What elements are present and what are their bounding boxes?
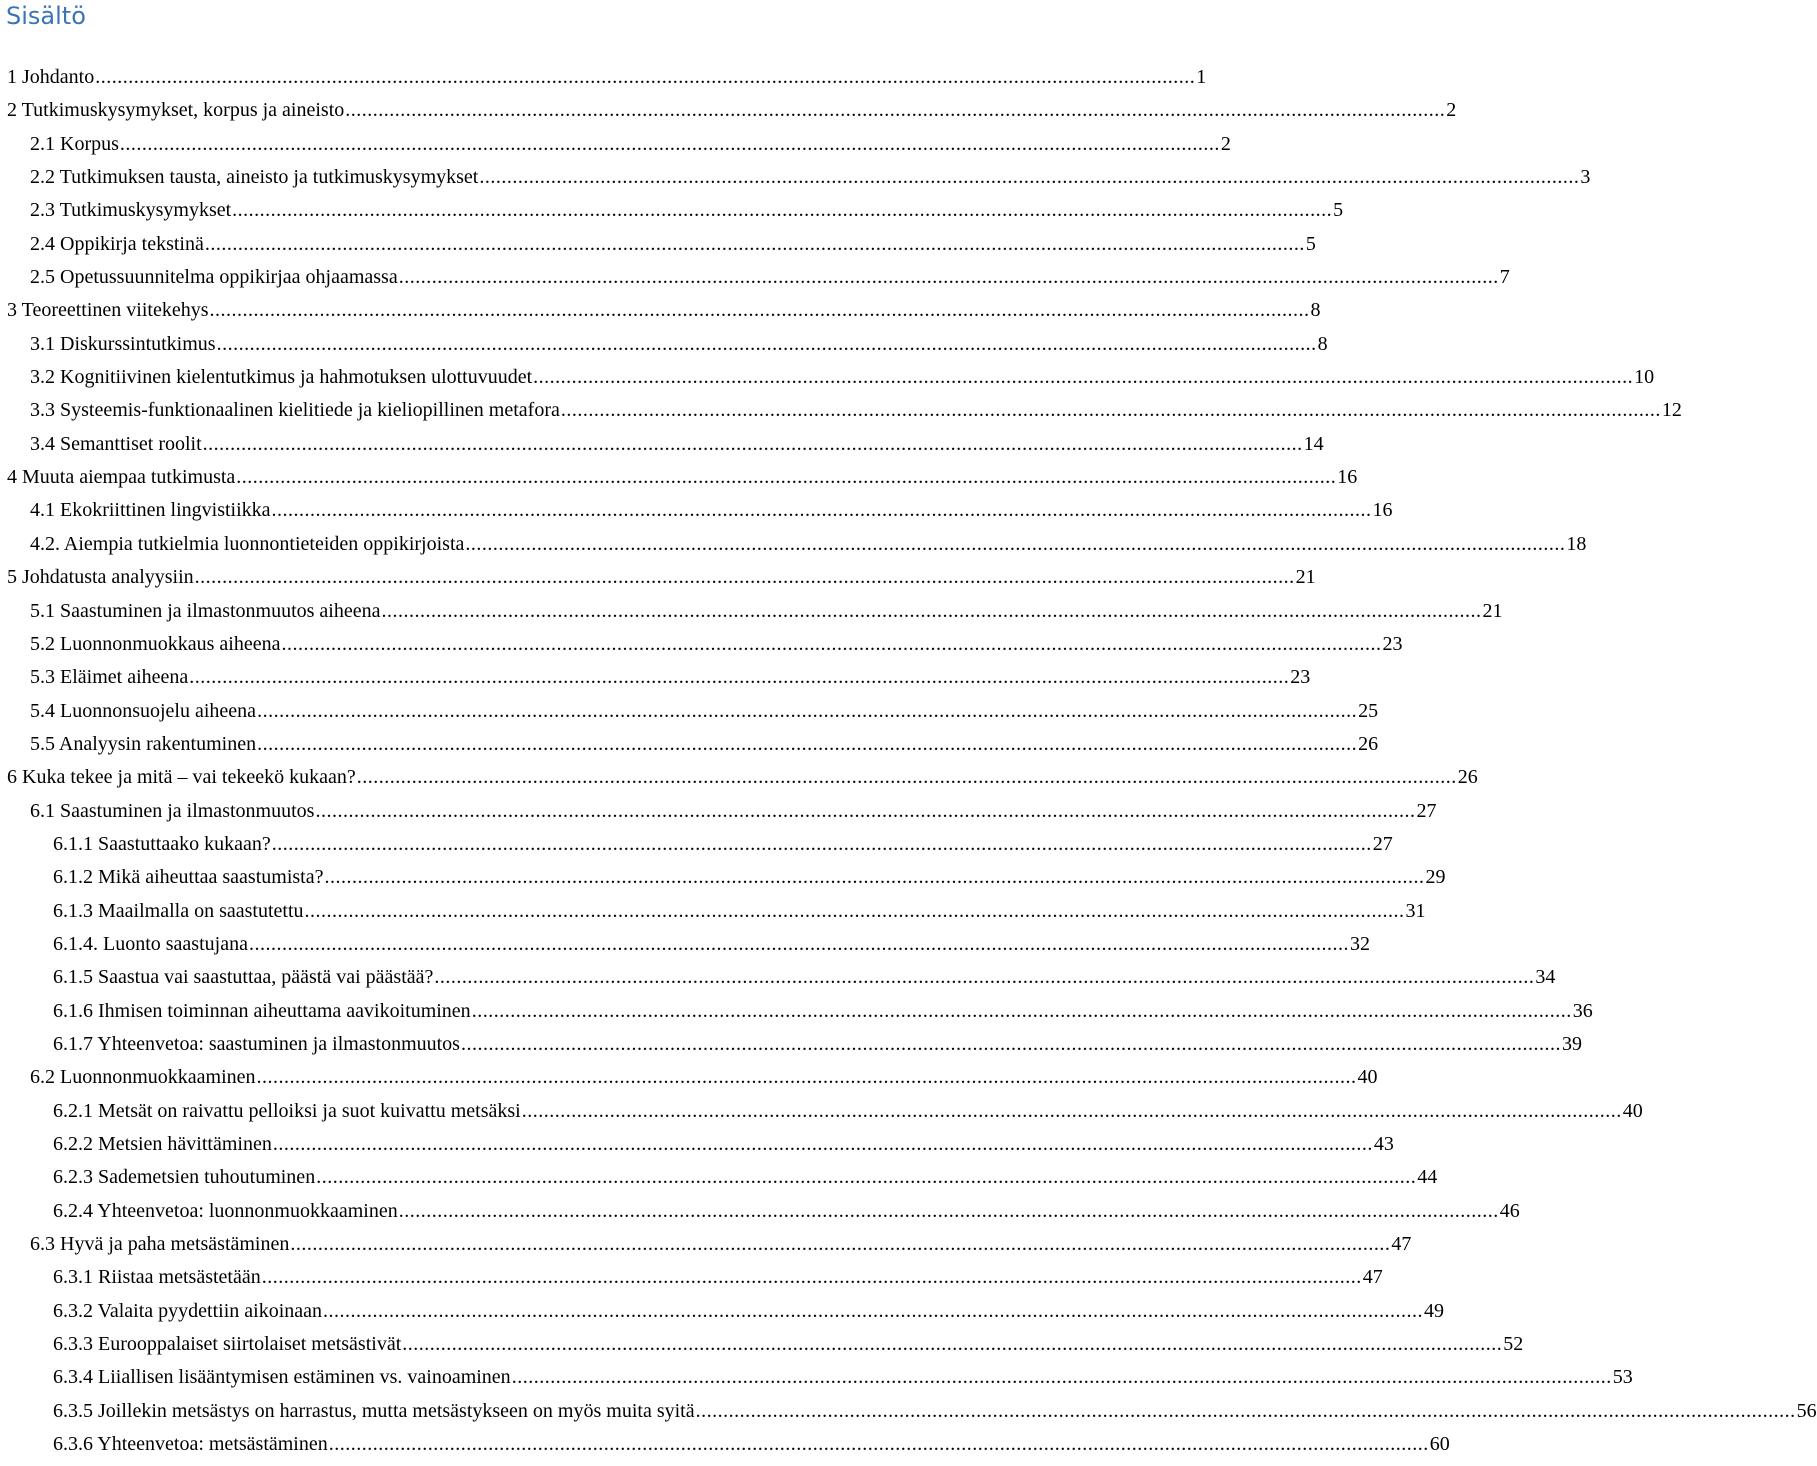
dot-leader: ........................................................................................................................................................................................................ bbox=[521, 1099, 1622, 1122]
dot-leader: ........................................................................................................................................................................................................ bbox=[119, 132, 1220, 155]
toc-entry-page-number: 27 bbox=[1372, 832, 1393, 855]
toc-entry[interactable] bbox=[0, 99, 1457, 132]
toc-entry[interactable] bbox=[0, 66, 1207, 99]
toc-entry-title: 6.3.5 Joillekin metsästys on harrastus, mutta metsästykseen on myös muita syitä bbox=[53, 1399, 695, 1422]
dot-leader: ........................................................................................................................................................................................................ bbox=[398, 1199, 1499, 1222]
toc-entry[interactable] bbox=[0, 1166, 1438, 1199]
toc-entry[interactable] bbox=[0, 799, 1437, 833]
toc-entry-page-number: 16 bbox=[1372, 499, 1393, 522]
dot-leader: ........................................................................................................................................................................................................ bbox=[511, 1366, 1612, 1389]
toc-entry[interactable] bbox=[0, 899, 1426, 933]
dot-leader: ........................................................................................................................................................................................................ bbox=[316, 1166, 1417, 1189]
toc-entry[interactable] bbox=[0, 699, 1379, 733]
dot-leader: ........................................................................................................................................................................................................ bbox=[402, 1333, 1503, 1356]
dot-leader: ........................................................................................................................................................................................................ bbox=[315, 799, 1416, 822]
toc-entry[interactable] bbox=[0, 332, 1328, 366]
toc-entry-title: 6 Kuka tekee ja mitä – vai tekeekö kukaan? bbox=[7, 766, 356, 789]
toc-entry[interactable] bbox=[0, 1266, 1383, 1299]
toc-entry-page-number: 8 bbox=[1317, 332, 1328, 355]
toc-entry-title: 6.1.4. Luonto saastujana bbox=[53, 932, 248, 955]
toc-entry-page-number: 5 bbox=[1333, 199, 1344, 222]
toc-entry[interactable] bbox=[0, 1299, 1445, 1333]
toc-entry-page-number: 49 bbox=[1424, 1299, 1445, 1322]
toc-entry-title: 6.1.6 Ihmisen toiminnan aiheuttama aavikoituminen bbox=[53, 999, 471, 1022]
dot-leader: ........................................................................................................................................................................................................ bbox=[324, 866, 1425, 889]
dot-leader: ........................................................................................................................................................................................................ bbox=[261, 1266, 1362, 1289]
toc-entry-title: 6.1.1 Saastuttaako kukaan? bbox=[53, 832, 271, 855]
toc-heading: Sisältö bbox=[6, 2, 86, 30]
toc-entry[interactable] bbox=[0, 632, 1403, 666]
toc-entry-title: 5.4 Luonnonsuojelu aiheena bbox=[30, 699, 257, 722]
toc-entry[interactable] bbox=[0, 499, 1393, 532]
toc-entry-page-number: 10 bbox=[1634, 366, 1655, 389]
toc-entry[interactable] bbox=[0, 732, 1379, 766]
toc-entry-title: 2.3 Tutkimuskysymykset bbox=[30, 199, 232, 222]
dot-leader: ........................................................................................................................................................................................................ bbox=[194, 566, 1295, 589]
toc-entry-page-number: 21 bbox=[1482, 599, 1503, 622]
toc-entry[interactable] bbox=[0, 999, 1593, 1033]
toc-entry-title: 2.5 Opetussuunnitelma oppikirjaa ohjaamassa bbox=[30, 266, 398, 289]
dot-leader: ........................................................................................................................................................................................................ bbox=[95, 66, 1196, 88]
toc-entry-title: 6.1 Saastuminen ja ilmastonmuutos bbox=[30, 799, 315, 822]
toc-entry[interactable] bbox=[0, 932, 1370, 966]
dot-leader: ........................................................................................................................................................................................................ bbox=[479, 166, 1580, 189]
toc-entry[interactable] bbox=[0, 199, 1344, 232]
toc-entry-page-number: 2 bbox=[1446, 99, 1457, 122]
dot-leader: ........................................................................................................................................................................................................ bbox=[204, 232, 1305, 255]
dot-leader: ........................................................................................................................................................................................................ bbox=[460, 1032, 1561, 1055]
toc-entry-title: 2.2 Tutkimuksen tausta, aineisto ja tutkimuskysymykset bbox=[30, 166, 479, 189]
toc-entry[interactable] bbox=[0, 599, 1503, 633]
toc-entry[interactable] bbox=[0, 232, 1316, 266]
toc-entry-title: 6.2.1 Metsät on raivattu pelloiksi ja suot kuivattu metsäksi bbox=[53, 1099, 521, 1122]
toc-entry-page-number: 3 bbox=[1580, 166, 1591, 189]
toc-entry-title: 6.1.7 Yhteenvetoa: saastuminen ja ilmastonmuutos bbox=[53, 1032, 460, 1055]
toc-entry-title: 6.3.4 Liiallisen lisääntymisen estäminen vs. vainoaminen bbox=[53, 1366, 511, 1389]
toc-entry-page-number: 60 bbox=[1429, 1433, 1450, 1456]
toc-entry-page-number: 31 bbox=[1405, 899, 1426, 922]
toc-entry[interactable] bbox=[0, 832, 1393, 866]
table-of-contents bbox=[0, 66, 1817, 1466]
toc-entry[interactable] bbox=[0, 1199, 1520, 1233]
toc-entry[interactable] bbox=[0, 166, 1591, 199]
dot-leader: ........................................................................................................................................................................................................ bbox=[189, 666, 1290, 689]
dot-leader: ........................................................................................................................................................................................................ bbox=[216, 332, 1317, 355]
toc-entry[interactable] bbox=[0, 1399, 1817, 1433]
dot-leader: ........................................................................................................................................................................................................ bbox=[381, 599, 1482, 622]
toc-entry-page-number: 14 bbox=[1303, 432, 1324, 455]
dot-leader: ........................................................................................................................................................................................................ bbox=[271, 499, 1372, 522]
toc-entry-title: 2.4 Oppikirja tekstinä bbox=[30, 232, 204, 255]
toc-entry-page-number: 40 bbox=[1357, 1066, 1378, 1089]
toc-entry-title: 5.5 Analyysin rakentuminen bbox=[30, 732, 257, 755]
toc-entry-page-number: 39 bbox=[1561, 1032, 1582, 1055]
dot-leader: ........................................................................................................................................................................................................ bbox=[323, 1299, 1424, 1322]
dot-leader: ........................................................................................................................................................................................................ bbox=[471, 999, 1572, 1022]
dot-leader: ........................................................................................................................................................................................................ bbox=[304, 899, 1405, 922]
toc-entry-title: 5.3 Eläimet aiheena bbox=[30, 666, 189, 689]
dot-leader: ........................................................................................................................................................................................................ bbox=[202, 432, 1303, 455]
dot-leader: ........................................................................................................................................................................................................ bbox=[328, 1433, 1429, 1456]
toc-entry[interactable] bbox=[0, 366, 1655, 399]
toc-entry-title: 6.1.3 Maailmalla on saastutettu bbox=[53, 899, 304, 922]
toc-entry[interactable] bbox=[0, 432, 1324, 466]
toc-entry[interactable] bbox=[0, 1366, 1633, 1399]
toc-entry-page-number: 43 bbox=[1373, 1133, 1394, 1155]
toc-entry-title: 3.1 Diskurssintutkimus bbox=[30, 332, 216, 355]
toc-entry-title: 4.2. Aiempia tutkielmia luonnontieteiden oppikirjoista bbox=[30, 532, 465, 555]
dot-leader: ........................................................................................................................................................................................................ bbox=[345, 99, 1446, 122]
toc-entry-page-number: 12 bbox=[1661, 399, 1682, 422]
toc-entry-title: 6.2.4 Yhteenvetoa: luonnonmuokkaaminen bbox=[53, 1199, 398, 1222]
toc-entry-page-number: 56 bbox=[1796, 1399, 1817, 1422]
toc-entry-page-number: 44 bbox=[1417, 1166, 1438, 1189]
toc-entry-page-number: 7 bbox=[1499, 266, 1510, 289]
toc-entry[interactable] bbox=[0, 766, 1478, 799]
toc-entry-title: 6.3.6 Yhteenvetoa: metsästäminen bbox=[53, 1433, 328, 1456]
toc-entry[interactable] bbox=[0, 866, 1446, 899]
toc-entry[interactable] bbox=[0, 1099, 1643, 1133]
toc-entry-page-number: 26 bbox=[1457, 766, 1478, 789]
toc-entry[interactable] bbox=[0, 299, 1321, 332]
toc-entry-page-number: 36 bbox=[1572, 999, 1593, 1022]
dot-leader: ........................................................................................................................................................................................................ bbox=[271, 832, 1372, 855]
toc-entry-title: 2 Tutkimuskysymykset, korpus ja aineisto bbox=[7, 99, 345, 122]
toc-entry[interactable] bbox=[0, 1032, 1582, 1066]
toc-entry-title: 2.1 Korpus bbox=[30, 132, 119, 155]
toc-entry-title: 5 Johdatusta analyysiin bbox=[7, 566, 194, 589]
dot-leader: ........................................................................................................................................................................................................ bbox=[257, 732, 1358, 755]
toc-entry-title: 6.3 Hyvä ja paha metsästäminen bbox=[30, 1233, 290, 1256]
dot-leader: ........................................................................................................................................................................................................ bbox=[209, 299, 1310, 322]
toc-entry-page-number: 52 bbox=[1503, 1333, 1524, 1356]
dot-leader: ........................................................................................................................................................................................................ bbox=[236, 466, 1337, 489]
toc-entry-page-number: 47 bbox=[1362, 1266, 1383, 1289]
toc-entry-page-number: 27 bbox=[1416, 799, 1437, 822]
dot-leader: ........................................................................................................................................................................................................ bbox=[272, 1133, 1373, 1155]
toc-entry-page-number: 34 bbox=[1535, 966, 1556, 989]
dot-leader: ........................................................................................................................................................................................................ bbox=[281, 632, 1382, 655]
toc-entry-title: 3.4 Semanttiset roolit bbox=[30, 432, 202, 455]
toc-entry-title: 6.1.5 Saastua vai saastuttaa, päästä vai päästää? bbox=[53, 966, 434, 989]
toc-entry-page-number: 21 bbox=[1295, 566, 1316, 589]
toc-entry-title: 3 Teoreettinen viitekehys bbox=[7, 299, 209, 322]
toc-entry-page-number: 40 bbox=[1622, 1099, 1643, 1122]
toc-entry-title: 6.3.2 Valaita pyydettiin aikoinaan bbox=[53, 1299, 323, 1322]
toc-entry-page-number: 25 bbox=[1358, 699, 1379, 722]
toc-entry[interactable] bbox=[0, 566, 1316, 599]
dot-leader: ........................................................................................................................................................................................................ bbox=[695, 1399, 1796, 1422]
toc-entry-title: 5.2 Luonnonmuokkaus aiheena bbox=[30, 632, 281, 655]
toc-entry-page-number: 5 bbox=[1305, 232, 1316, 255]
toc-entry[interactable] bbox=[0, 966, 1556, 999]
toc-entry[interactable] bbox=[0, 132, 1231, 166]
dot-leader: ........................................................................................................................................................................................................ bbox=[248, 932, 1349, 955]
toc-entry-title: 3.2 Kognitiivinen kielentutkimus ja hahmotuksen ulottuvuudet bbox=[30, 366, 533, 389]
dot-leader: ........................................................................................................................................................................................................ bbox=[356, 766, 1457, 789]
toc-entry-title: 3.3 Systeemis-funktionaalinen kielitiede ja kieliopillinen metafora bbox=[30, 399, 560, 422]
dot-leader: ........................................................................................................................................................................................................ bbox=[434, 966, 1535, 989]
dot-leader: ........................................................................................................................................................................................................ bbox=[560, 399, 1661, 422]
dot-leader: ........................................................................................................................................................................................................ bbox=[290, 1233, 1391, 1256]
toc-entry-page-number: 2 bbox=[1220, 132, 1231, 155]
toc-entry[interactable] bbox=[0, 399, 1682, 432]
toc-entry[interactable] bbox=[0, 1133, 1394, 1166]
dot-leader: ........................................................................................................................................................................................................ bbox=[257, 699, 1358, 722]
toc-entry-page-number: 8 bbox=[1310, 299, 1321, 322]
toc-entry-page-number: 46 bbox=[1499, 1199, 1520, 1222]
toc-entry-title: 5.1 Saastuminen ja ilmastonmuutos aiheena bbox=[30, 599, 381, 622]
dot-leader: ........................................................................................................................................................................................................ bbox=[256, 1066, 1357, 1089]
dot-leader: ........................................................................................................................................................................................................ bbox=[533, 366, 1634, 389]
toc-entry[interactable] bbox=[0, 666, 1311, 699]
toc-entry[interactable] bbox=[0, 466, 1358, 499]
toc-entry[interactable] bbox=[0, 532, 1587, 566]
toc-entry-title: 6.1.2 Mikä aiheuttaa saastumista? bbox=[53, 866, 324, 889]
toc-entry[interactable] bbox=[0, 266, 1510, 299]
toc-entry-page-number: 26 bbox=[1358, 732, 1379, 755]
toc-entry-title: 6.3.1 Riistaa metsästetään bbox=[53, 1266, 261, 1289]
toc-entry-page-number: 18 bbox=[1566, 532, 1587, 555]
toc-entry-title: 6.2 Luonnonmuokkaaminen bbox=[30, 1066, 256, 1089]
dot-leader: ........................................................................................................................................................................................................ bbox=[232, 199, 1333, 222]
toc-entry-page-number: 47 bbox=[1391, 1233, 1412, 1256]
toc-entry[interactable] bbox=[0, 1433, 1450, 1466]
toc-entry-page-number: 23 bbox=[1290, 666, 1311, 689]
toc-entry[interactable] bbox=[0, 1333, 1524, 1366]
toc-entry[interactable] bbox=[0, 1066, 1378, 1099]
toc-entry-page-number: 23 bbox=[1382, 632, 1403, 655]
dot-leader: ........................................................................................................................................................................................................ bbox=[398, 266, 1499, 289]
toc-entry-page-number: 29 bbox=[1425, 866, 1446, 889]
toc-entry-title: 4 Muuta aiempaa tutkimusta bbox=[7, 466, 236, 489]
toc-entry-page-number: 53 bbox=[1612, 1366, 1633, 1389]
toc-entry-title: 6.3.3 Eurooppalaiset siirtolaiset metsästivät bbox=[53, 1333, 402, 1356]
toc-entry-page-number: 1 bbox=[1196, 66, 1207, 88]
toc-entry-title: 4.1 Ekokriittinen lingvistiikka bbox=[30, 499, 271, 522]
toc-entry-page-number: 16 bbox=[1337, 466, 1358, 489]
toc-entry-title: 6.2.2 Metsien hävittäminen bbox=[53, 1133, 272, 1155]
toc-entry[interactable] bbox=[0, 1233, 1412, 1266]
toc-entry-title: 1 Johdanto bbox=[7, 66, 95, 88]
dot-leader: ........................................................................................................................................................................................................ bbox=[465, 532, 1566, 555]
toc-entry-page-number: 32 bbox=[1349, 932, 1370, 955]
toc-entry-title: 6.2.3 Sademetsien tuhoutuminen bbox=[53, 1166, 316, 1189]
